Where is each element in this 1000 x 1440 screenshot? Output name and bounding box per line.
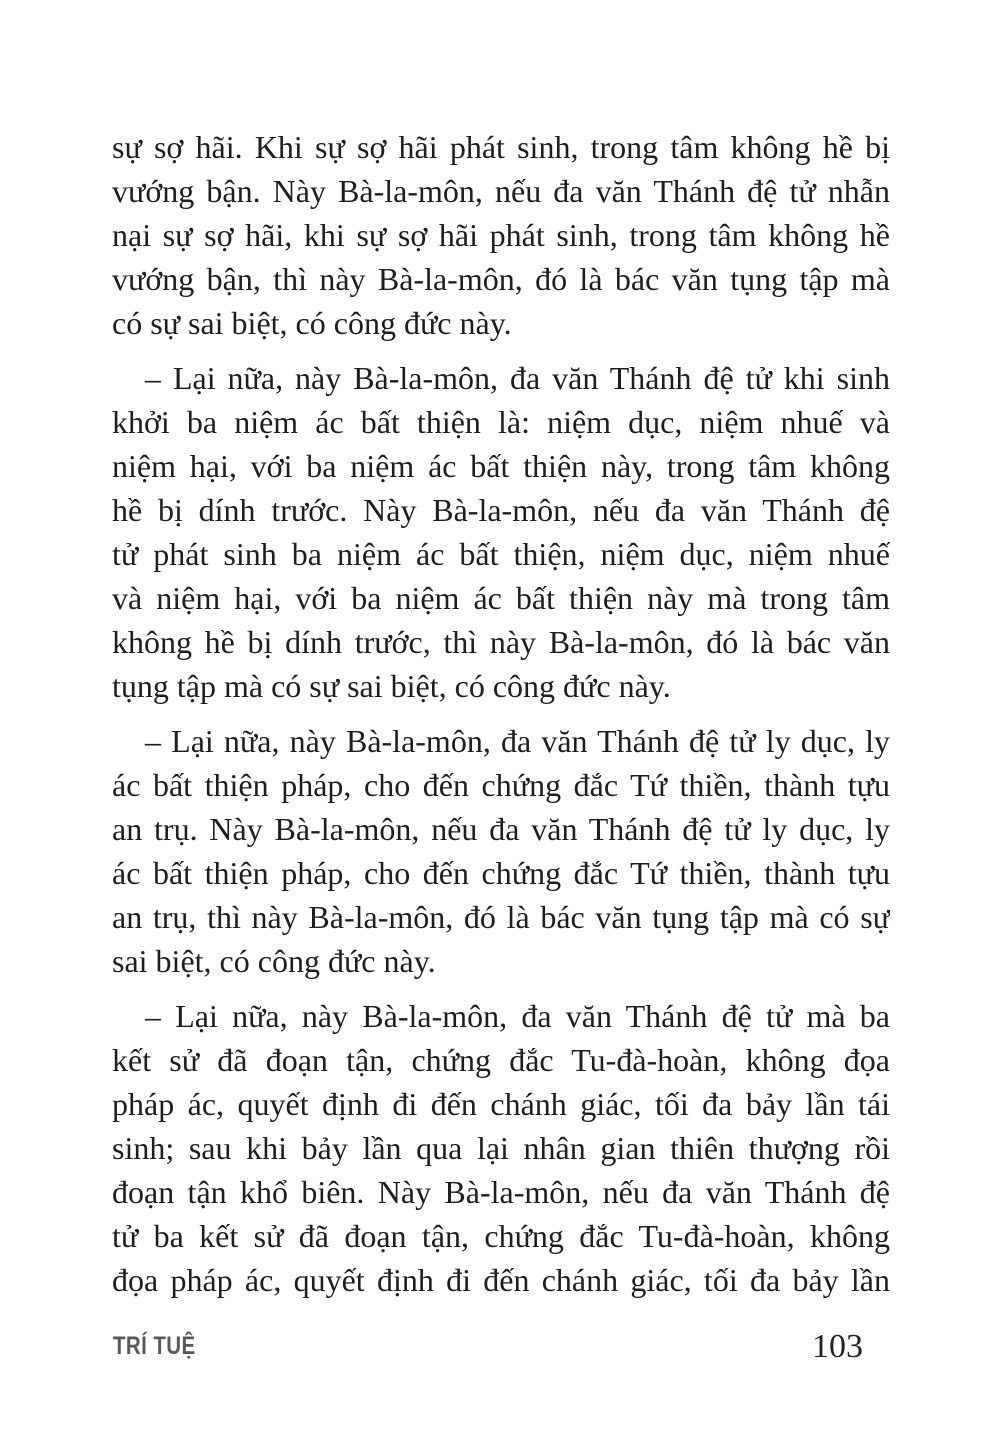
text-line: pháp ác, quyết định đi đến chánh giác, tối đa bảy lần tái bbox=[112, 1086, 890, 1122]
footer-page-number: 103 bbox=[812, 1328, 863, 1365]
paragraph bbox=[112, 356, 890, 708]
text-line: an trụ, thì này Bà-la-môn, đó là bác văn tụng tập mà có sự bbox=[112, 899, 890, 935]
text-line: an trụ. Này Bà-la-môn, nếu đa văn Thánh đệ tử ly dục, ly bbox=[112, 811, 890, 847]
text-line: – Lại nữa, này Bà-la-môn, đa văn Thánh đệ tử khi sinh bbox=[145, 360, 890, 396]
text-line: sinh; sau khi bảy lần qua lại nhân gian thiên thượng rồi bbox=[112, 1130, 890, 1166]
text-line: đoạn tận khổ biên. Này Bà-la-môn, nếu đa văn Thánh đệ bbox=[112, 1174, 890, 1210]
paragraph bbox=[112, 719, 890, 983]
text-line: có sự sai biệt, có công đức này. bbox=[112, 305, 512, 341]
page-body bbox=[112, 125, 890, 1302]
text-line: ác bất thiện pháp, cho đến chứng đắc Tứ thiền, thành tựu bbox=[112, 767, 890, 803]
text-line: kết sử đã đoạn tận, chứng đắc Tu-đà-hoàn, không đọa bbox=[112, 1042, 890, 1078]
text-line: – Lại nữa, này Bà-la-môn, đa văn Thánh đệ tử ly dục, ly bbox=[145, 723, 890, 759]
text-line: tụng tập mà có sự sai biệt, có công đức này. bbox=[112, 668, 671, 704]
text-line: hề bị dính trước. Này Bà-la-môn, nếu đa văn Thánh đệ bbox=[112, 492, 890, 528]
text-line: tử ba kết sử đã đoạn tận, chứng đắc Tu-đà-hoàn, không bbox=[112, 1218, 890, 1254]
footer bbox=[112, 1326, 888, 1370]
text-line: niệm hại, với ba niệm ác bất thiện này, trong tâm không bbox=[112, 448, 890, 484]
footer-section-title: TRÍ TUỆ bbox=[113, 1332, 196, 1360]
text-line: đọa pháp ác, quyết định đi đến chánh giác, tối đa bảy lần bbox=[112, 1262, 890, 1298]
paragraph bbox=[112, 125, 890, 345]
text-line: sai biệt, có công đức này. bbox=[112, 943, 436, 979]
text-line: nại sự sợ hãi, khi sự sợ hãi phát sinh, trong tâm không hề bbox=[112, 217, 890, 253]
text-line: vướng bận. Này Bà-la-môn, nếu đa văn Thánh đệ tử nhẫn bbox=[112, 173, 890, 209]
text-line: ác bất thiện pháp, cho đến chứng đắc Tứ thiền, thành tựu bbox=[112, 855, 890, 891]
text-line: – Lại nữa, này Bà-la-môn, đa văn Thánh đệ tử mà ba bbox=[145, 998, 890, 1034]
text-line: không hề bị dính trước, thì này Bà-la-môn, đó là bác văn bbox=[112, 624, 890, 660]
paragraph bbox=[112, 994, 890, 1302]
text-line: khởi ba niệm ác bất thiện là: niệm dục, niệm nhuế và bbox=[112, 404, 890, 440]
text-line: và niệm hại, với ba niệm ác bất thiện này mà trong tâm bbox=[112, 580, 890, 616]
text-line: vướng bận, thì này Bà-la-môn, đó là bác văn tụng tập mà bbox=[112, 261, 890, 297]
text-line: tử phát sinh ba niệm ác bất thiện, niệm dục, niệm nhuế bbox=[112, 536, 890, 572]
text-line: sự sợ hãi. Khi sự sợ hãi phát sinh, trong tâm không hề bị bbox=[112, 129, 890, 165]
